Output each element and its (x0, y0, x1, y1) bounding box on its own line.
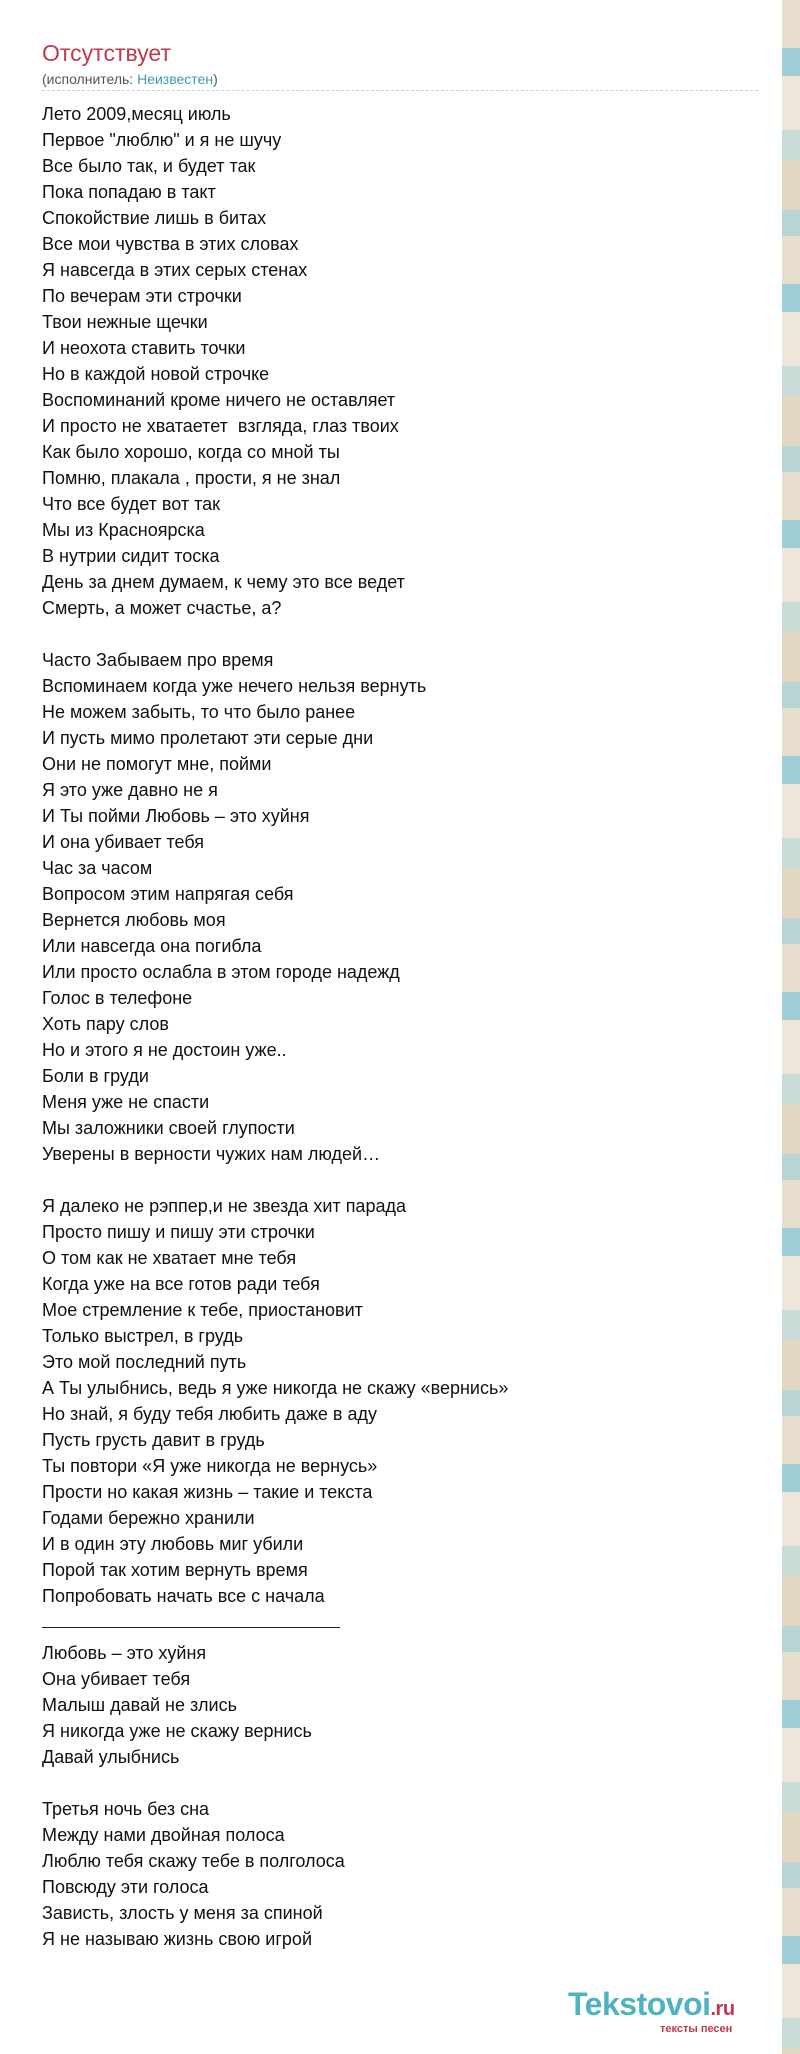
lyric-line: Первое "люблю" и я не шучу (42, 130, 282, 150)
lyric-line: Но и этого я не достоин уже.. (42, 1040, 287, 1060)
lyric-line: Третья ночь без сна (42, 1799, 210, 1819)
lyric-line: И просто не хватаетет взгляда, глаз твоих (42, 416, 399, 436)
lyric-line: Голос в телефоне (42, 988, 193, 1008)
lyric-line: Часто Забываем про время (42, 650, 274, 670)
lyric-line: Я далеко не рэппер,и не звезда хит парада (42, 1196, 406, 1216)
lyric-line: Это мой последний путь (42, 1352, 247, 1372)
lyric-line (42, 1167, 782, 1193)
lyric-line: Только выстрел, в грудь (42, 1326, 244, 1346)
lyric-line: Вопросом этим напрягая себя (42, 884, 294, 904)
lyric-line: И Ты пойми Любовь – это хуйня (42, 806, 310, 826)
lyric-line: Вернется любовь моя (42, 910, 226, 930)
lyric-line: Пусть грусть давит в грудь (42, 1430, 265, 1450)
lyrics-text (42, 101, 782, 1952)
performer-line (42, 70, 782, 88)
lyric-line: Ты повтори «Я уже никогда не вернусь» (42, 1456, 378, 1476)
lyric-line: Между нами двойная полоса (42, 1825, 285, 1845)
lyric-line: Люблю тебя скажу тебе в полголоса (42, 1851, 345, 1871)
lyric-line: Они не помогут мне, пойми (42, 754, 272, 774)
lyric-line: Я навсегда в этих серых стенах (42, 260, 308, 280)
lyric-line: Вспоминаем когда уже нечего нельзя вернуть (42, 676, 427, 696)
lyric-line: Когда уже на все готов ради тебя (42, 1274, 320, 1294)
lyric-line: Зависть, злость у меня за спиной (42, 1903, 323, 1923)
lyric-line: Любовь – это хуйня (42, 1643, 207, 1663)
lyric-line: Твои нежные щечки (42, 312, 208, 332)
lyric-line: Как было хорошо, когда со мной ты (42, 442, 340, 462)
lyric-line: Мы из Красноярска (42, 520, 205, 540)
lyric-line: О том как не хватает мне тебя (42, 1248, 297, 1268)
lyric-line: Мы заложники своей глупости (42, 1118, 295, 1138)
lyric-line: Я не называю жизнь свою игрой (42, 1929, 312, 1949)
lyric-line: И в один эту любовь миг убили (42, 1534, 304, 1554)
lyric-line: День за днем думаем, к чему это все ведет (42, 572, 405, 592)
lyric-line (42, 621, 782, 647)
lyric-line: Все мои чувства в этих словах (42, 234, 299, 254)
lyric-line: Уверены в верности чужих нам людей… (42, 1144, 381, 1164)
performer-prefix: (исполнитель: (42, 71, 138, 87)
lyric-line: По вечерам эти строчки (42, 286, 242, 306)
lyric-line: Меня уже не спасти (42, 1092, 210, 1112)
lyric-line: Спокойствие лишь в битах (42, 208, 267, 228)
lyric-line: Годами бережно хранили (42, 1508, 255, 1528)
site-logo[interactable] (568, 1986, 735, 2023)
lyric-line: Малыш давай не злись (42, 1695, 237, 1715)
lyric-line: Попробовать начать все с начала (42, 1586, 325, 1606)
lyric-line: Не можем забыть, то что было ранее (42, 702, 356, 722)
lyric-line: Но в каждой новой строчке (42, 364, 270, 384)
lyric-line: Что все будет вот так (42, 494, 221, 514)
lyric-line: Она убивает тебя (42, 1669, 191, 1689)
lyric-line: Давай улыбнись (42, 1747, 180, 1767)
lyric-line: Час за часом (42, 858, 153, 878)
performer-suffix: ) (213, 71, 218, 87)
lyric-line (42, 1770, 782, 1796)
lyrics-part-1 (42, 101, 782, 1609)
lyric-line: Пока попадаю в такт (42, 182, 216, 202)
lyric-line: Или просто ослабла в этом городе надежд (42, 962, 400, 982)
lyric-line: Прости но какая жизнь – такие и текста (42, 1482, 373, 1502)
song-title: Отсутствует (42, 40, 171, 66)
lyric-line: Мое стремление к тебе, приостановит (42, 1300, 363, 1320)
lyric-line: Боли в груди (42, 1066, 149, 1086)
performer-link[interactable]: Неизвестен (137, 71, 214, 87)
lyric-line: Хоть пару слов (42, 1014, 169, 1034)
lyric-line: В нутрии сидит тоска (42, 546, 220, 566)
lyric-line: И она убивает тебя (42, 832, 205, 852)
lyric-line: Или навсегда она погибла (42, 936, 262, 956)
lyric-line: Смерть, а может счастье, а? (42, 598, 282, 618)
lyric-line: Я никогда уже не скажу вернись (42, 1721, 312, 1741)
lyric-line: Все было так, и будет так (42, 156, 256, 176)
lyrics-part-2 (42, 1640, 782, 1952)
logo-tagline: тексты песен (660, 2023, 733, 2035)
header-divider (42, 90, 758, 91)
lyric-line: Просто пишу и пишу эти строчки (42, 1222, 315, 1242)
lyric-line: Порой так хотим вернуть время (42, 1560, 308, 1580)
lyric-line: И неохота ставить точки (42, 338, 246, 358)
lyric-line: И пусть мимо пролетают эти серые дни (42, 728, 374, 748)
logo-text: Tekstovoi (568, 1986, 711, 2022)
lyric-line: А Ты улыбнись, ведь я уже никогда не скажу «вернись» (42, 1378, 509, 1398)
lyric-line: Воспоминаний кроме ничего не оставляет (42, 390, 396, 410)
logo-tld: .ru (710, 1998, 735, 2020)
lyric-line: Я это уже давно не я (42, 780, 218, 800)
lyric-line: Но знай, я буду тебя любить даже в аду (42, 1404, 377, 1424)
lyrics-separator (42, 1627, 340, 1628)
lyric-line: Помню, плакала , прости, я не знал (42, 468, 341, 488)
lyric-line: Лето 2009,месяц июль (42, 104, 231, 124)
lyric-line: Повсюду эти голоса (42, 1877, 209, 1897)
